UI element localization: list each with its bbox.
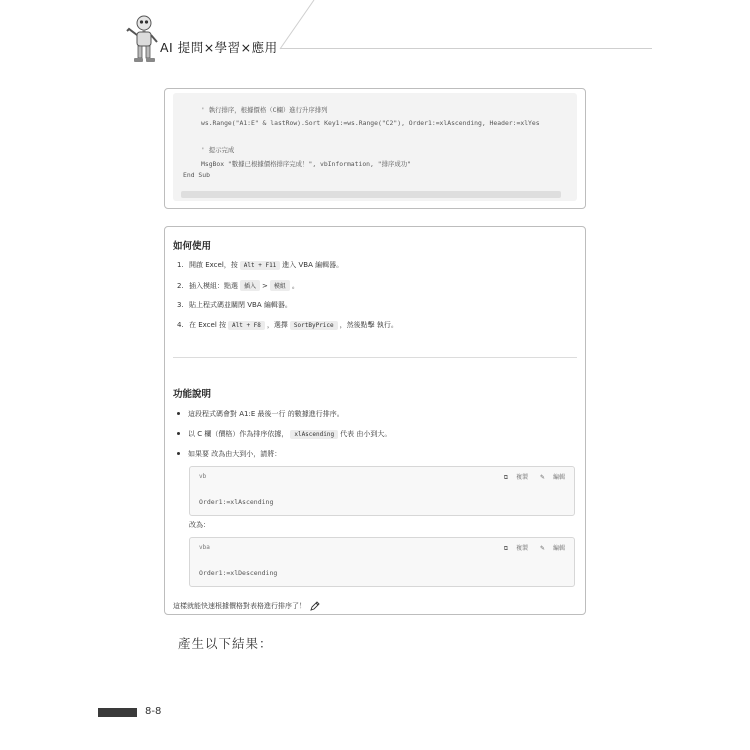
result-intro-text: 產生以下結果： (178, 636, 273, 651)
step-text: 進入 VBA 編輯器。 (282, 261, 344, 269)
inline-code: xlAscending (290, 430, 338, 439)
code-language-label: vba (199, 544, 210, 551)
bullet-icon (177, 412, 180, 415)
code-line: ' 提示完成 (201, 146, 235, 154)
section-divider (173, 357, 577, 358)
list-item (177, 260, 343, 270)
edit-button[interactable] (534, 474, 565, 481)
copy-button[interactable] (498, 545, 528, 552)
footer-bar (98, 708, 137, 717)
code-line: ws.Range("A1:E" & lastRow).Sort Key1:=ws.Range("C2"), Order1:=xlAscending, Header:=xlYes (201, 119, 540, 127)
header-decoration (276, 0, 316, 52)
list-number: 3. (177, 301, 184, 309)
edit-icon: ✎ (540, 474, 546, 481)
list-item (175, 409, 344, 419)
page-header-title: AI 提問×學習×應用 (160, 40, 278, 55)
closing-sentence: 這樣就能快速根據價格對表格進行排序了！ (173, 602, 306, 610)
bullet-text: 代表 由小到大。 (340, 430, 392, 438)
step-text: ，然後點擊 執行。 (339, 321, 398, 329)
list-item (177, 280, 299, 291)
edit-icon: ✎ (540, 545, 546, 552)
snippet-actions (492, 543, 565, 553)
snippet-code: Order1:=xlAscending (199, 498, 274, 506)
code-language-label: vb (199, 473, 207, 480)
copy-button[interactable] (498, 474, 528, 481)
copy-label: 複製 (516, 545, 529, 552)
code-snippet (189, 466, 575, 516)
code-line: ' 執行排序，根據價格（C欄）進行升序排列 (201, 106, 328, 114)
step-text: 在 Excel 按 (189, 321, 226, 329)
bullet-text: 這段程式碼會對 A1:E 最後一行 的數據進行排序。 (188, 410, 344, 418)
bullet-icon (177, 452, 180, 455)
list-item (177, 300, 292, 310)
copy-icon: ⧉ (503, 545, 509, 552)
snippet-code: Order1:=xlDescending (199, 569, 278, 577)
list-number: 2. (177, 282, 184, 290)
section-heading-how-to-use: 如何使用 (173, 241, 212, 252)
list-number: 4. (177, 321, 184, 329)
code-line: End Sub (183, 171, 210, 179)
section-heading-features: 功能說明 (173, 389, 212, 400)
keyboard-shortcut: Alt + F11 (240, 261, 281, 270)
list-number: 1. (177, 261, 184, 269)
step-text: > (262, 282, 268, 290)
list-item (175, 429, 391, 439)
robot-logo-icon (124, 14, 160, 64)
horizontal-scrollbar[interactable] (181, 191, 561, 198)
snippet-actions (492, 472, 565, 482)
code-line: MsgBox "數據已根據價格排序完成！", vbInformation, "排序成功" (201, 160, 411, 168)
edit-label: 編輯 (552, 474, 565, 481)
bullet-text: 如果要 改為由大到小，請將： (188, 450, 282, 458)
edit-button[interactable] (534, 545, 565, 552)
macro-name: SortByPrice (290, 321, 338, 330)
list-item (175, 449, 281, 459)
menu-name: 模組 (270, 280, 290, 291)
step-text: 插入模組：點選 (189, 282, 238, 290)
step-text: 。 (291, 282, 299, 290)
code-block (173, 93, 577, 201)
pencil-icon (310, 601, 320, 611)
code-snippet (189, 537, 575, 587)
copy-icon: ⧉ (503, 474, 509, 481)
step-text: ，選擇 (266, 321, 288, 329)
answer-panel (164, 226, 586, 615)
bullet-text: 以 C 欄（價格）作為排序依據， (188, 430, 289, 438)
list-item (177, 320, 398, 330)
keyboard-shortcut: Alt + F8 (228, 321, 265, 330)
change-to-label: 改為： (189, 521, 210, 529)
bullet-icon (177, 432, 180, 435)
menu-name: 插入 (240, 280, 260, 291)
step-text: 貼上程式碼並關閉 VBA 編輯器。 (189, 301, 292, 309)
closing-text (173, 601, 320, 611)
edit-label: 編輯 (552, 545, 565, 552)
header-rule (280, 48, 652, 49)
copy-label: 複製 (516, 474, 529, 481)
page-number: 8-8 (145, 706, 162, 717)
code-panel (164, 88, 586, 209)
step-text: 開啟 Excel，按 (189, 261, 238, 269)
